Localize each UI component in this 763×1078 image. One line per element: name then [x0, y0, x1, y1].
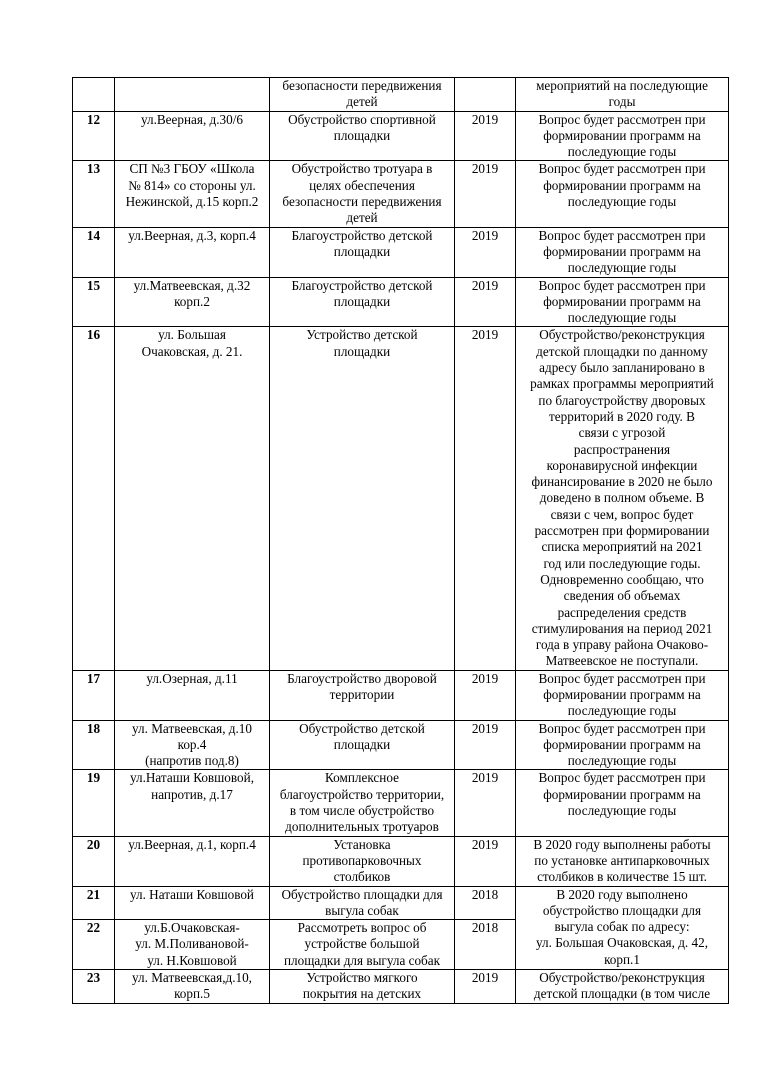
row-number [73, 78, 115, 112]
row-number: 15 [73, 277, 115, 327]
address-cell: ул.Веерная, д.1, корп.4 [115, 836, 270, 886]
year-cell: 2019 [455, 836, 516, 886]
year-cell: 2019 [455, 227, 516, 277]
table-row [73, 770, 729, 836]
row-number: 20 [73, 836, 115, 886]
address-cell: ул. Матвеевская, д.10 кор.4 (напротив под.8) [115, 720, 270, 770]
year-cell: 2019 [455, 161, 516, 227]
status-cell: Вопрос будет рассмотрен при формировании программ на последующие годы [516, 111, 729, 161]
work-description-cell: Обустройство спортивной площадки [270, 111, 455, 161]
row-number: 21 [73, 886, 115, 920]
work-description-cell: Обустройство тротуара в целях обеспечения безопасности передвижения детей [270, 161, 455, 227]
year-cell: 2019 [455, 720, 516, 770]
year-cell: 2019 [455, 327, 516, 670]
work-description-cell: Благоустройство дворовой территории [270, 670, 455, 720]
address-cell: ул.Веерная, д.30/6 [115, 111, 270, 161]
row-number: 23 [73, 970, 115, 1004]
row-number: 22 [73, 920, 115, 970]
year-cell: 2019 [455, 970, 516, 1004]
status-cell: Вопрос будет рассмотрен при формировании программ на последующие годы [516, 670, 729, 720]
work-description-cell: безопасности передвижения детей [270, 78, 455, 112]
address-cell: ул. Большая Очаковская, д. 21. [115, 327, 270, 670]
row-number: 12 [73, 111, 115, 161]
year-cell [455, 78, 516, 112]
status-cell: В 2020 году выполнено обустройство площадки для выгула собак по адресу: ул. Большая Очаковская, д. 42, корп.1 [516, 886, 729, 969]
year-cell: 2019 [455, 277, 516, 327]
row-number: 17 [73, 670, 115, 720]
table-row [73, 161, 729, 227]
work-description-cell: Благоустройство детской площадки [270, 277, 455, 327]
work-description-cell: Благоустройство детской площадки [270, 227, 455, 277]
row-number: 19 [73, 770, 115, 836]
status-cell: Обустройство/реконструкция детской площадки (в том числе [516, 970, 729, 1004]
row-number: 14 [73, 227, 115, 277]
address-cell: ул.Веерная, д.3, корп.4 [115, 227, 270, 277]
table-row [73, 227, 729, 277]
year-cell: 2018 [455, 920, 516, 970]
table-row [73, 836, 729, 886]
status-cell: мероприятий на последующие годы [516, 78, 729, 112]
status-cell: Вопрос будет рассмотрен при формировании программ на последующие годы [516, 227, 729, 277]
table-row [73, 327, 729, 670]
year-cell: 2018 [455, 886, 516, 920]
row-number: 16 [73, 327, 115, 670]
address-cell [115, 78, 270, 112]
work-description-cell: Устройство детской площадки [270, 327, 455, 670]
document-table [72, 77, 729, 1004]
work-description-cell: Обустройство площадки для выгула собак [270, 886, 455, 920]
table-row [73, 720, 729, 770]
address-cell: ул. Матвеевская,д.10, корп.5 [115, 970, 270, 1004]
work-description-cell: Устройство мягкого покрытия на детских [270, 970, 455, 1004]
status-cell: Вопрос будет рассмотрен при формировании программ на последующие годы [516, 770, 729, 836]
year-cell: 2019 [455, 111, 516, 161]
status-cell: Обустройство/реконструкция детской площадки по данному адресу было запланировано в рамках программы мероприятий по благоустройству дворовых территорий в 2020 году. В связи с угрозой распространения коронавирусной инфекции финансирование в 2020 не было доведено в полном объеме. В связи с чем, вопрос будет рассмотрен при формировании списка мероприятий на 2021 год или последующие годы. Одновременно сообщаю, что сведения об объемах распределения средств стимулирования на период 2021 года в управу района Очаково- Матвеевское не поступали. [516, 327, 729, 670]
status-cell: Вопрос будет рассмотрен при формировании программ на последующие годы [516, 720, 729, 770]
table-row [73, 886, 729, 920]
address-cell: ул.Наташи Ковшовой, напротив, д.17 [115, 770, 270, 836]
address-cell: ул.Озерная, д.11 [115, 670, 270, 720]
address-cell: ул. Наташи Ковшовой [115, 886, 270, 920]
year-cell: 2019 [455, 770, 516, 836]
work-description-cell: Установка противопарковочных столбиков [270, 836, 455, 886]
table-row [73, 670, 729, 720]
address-cell: СП №3 ГБОУ «Школа № 814» со стороны ул. Нежинской, д.15 корп.2 [115, 161, 270, 227]
table-body [73, 78, 729, 1004]
work-description-cell: Обустройство детской площадки [270, 720, 455, 770]
year-cell: 2019 [455, 670, 516, 720]
address-cell: ул.Матвеевская, д.32 корп.2 [115, 277, 270, 327]
status-cell: Вопрос будет рассмотрен при формировании программ на последующие годы [516, 161, 729, 227]
status-cell: Вопрос будет рассмотрен при формировании программ на последующие годы [516, 277, 729, 327]
work-description-cell: Рассмотреть вопрос об устройстве большой площадки для выгула собак [270, 920, 455, 970]
table-row [73, 277, 729, 327]
table-row [73, 111, 729, 161]
table-row [73, 78, 729, 112]
table-row [73, 970, 729, 1004]
address-cell: ул.Б.Очаковская- ул. М.Поливановой- ул. Н.Ковшовой [115, 920, 270, 970]
row-number: 13 [73, 161, 115, 227]
row-number: 18 [73, 720, 115, 770]
work-description-cell: Комплексное благоустройство территории, в том числе обустройство дополнительных тротуаров [270, 770, 455, 836]
status-cell: В 2020 году выполнены работы по установке антипарковочных столбиков в количестве 15 шт. [516, 836, 729, 886]
